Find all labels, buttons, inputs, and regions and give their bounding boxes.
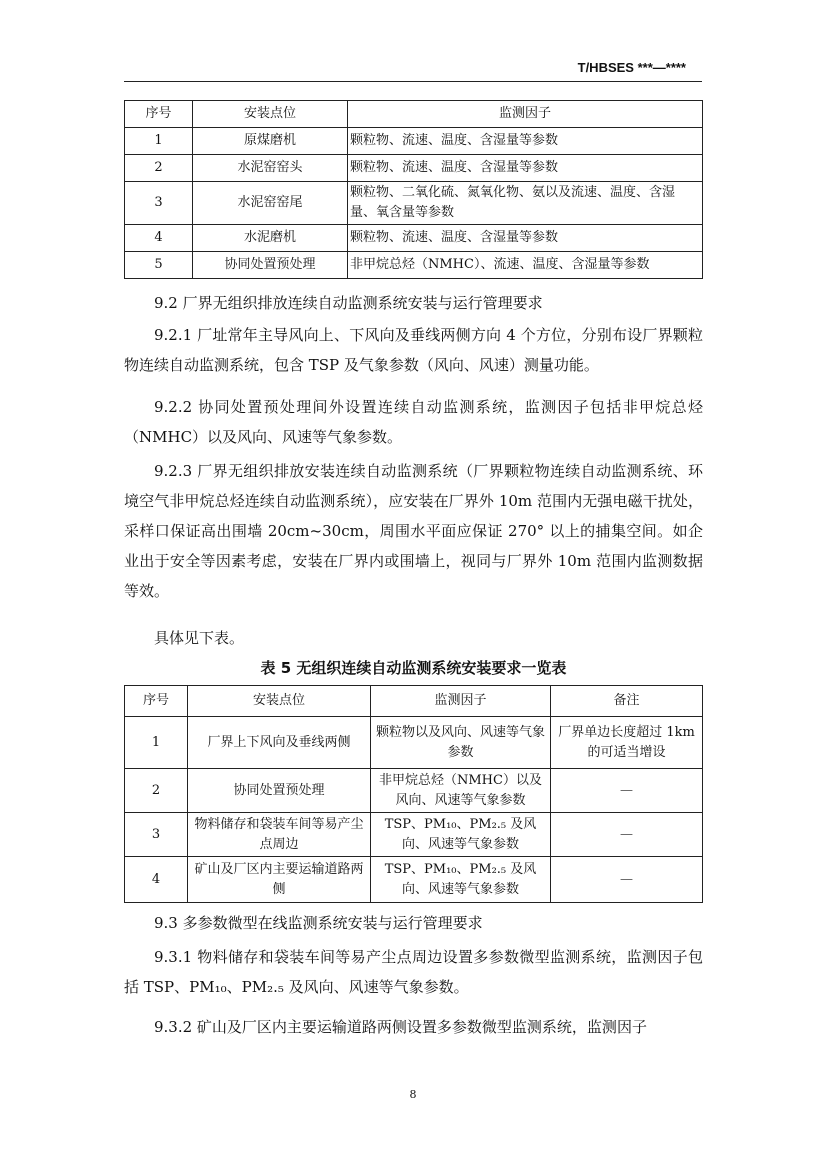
cell-remarks: — (551, 769, 703, 813)
cell-location: 原煤磨机 (193, 128, 348, 155)
col-header-index: 序号 (125, 101, 193, 128)
section-9-3-1: 9.3.1 物料储存和袋装车间等易产尘点周边设置多参数微型监测系统，监测因子包括 TSP、PM₁₀、PM₂.₅ 及风向、风速等气象参数。 (124, 948, 703, 996)
cell-factors: 颗粒物、流速、温度、含湿量等参数 (348, 225, 703, 252)
cell-factors: 颗粒物、二氧化硫、氮氧化物、氨以及流速、温度、含湿量、氧含量等参数 (348, 182, 703, 225)
table-5-caption: 表 5 无组织连续自动监测系统安装要求一览表 (260, 659, 567, 677)
cell-remarks: — (551, 857, 703, 903)
col-header-location: 安装点位 (188, 686, 371, 717)
table-header-row (125, 101, 703, 128)
cell-index: 4 (125, 225, 193, 252)
table-row (125, 769, 703, 813)
col-header-index: 序号 (125, 686, 188, 717)
cell-factors: TSP、PM₁₀、PM₂.₅ 及风向、风速等气象参数 (371, 813, 551, 857)
section-9-2-heading: 9.2 厂界无组织排放连续自动监测系统安装与运行管理要求 (154, 294, 543, 312)
col-header-location: 安装点位 (193, 101, 348, 128)
cell-index: 1 (125, 717, 188, 769)
section-9-2-3: 9.2.3 厂界无组织排放安装连续自动监测系统（厂界颗粒物连续自动监测系统、环境空气非甲烷总烃连续自动监测系统），应安装在厂界外 10m 范围内无强电磁干扰处，采样口保证高出围墙 20cm~30cm，周围水平面应保证 270° 以上的捕集空间。如企业出于安全等因素考虑，安装在厂界内或围墙上，视同与厂界外 10m 范围内监测数据等效。 (124, 462, 703, 600)
table-header-row (125, 686, 703, 717)
cell-location: 矿山及厂区内主要运输道路两侧 (188, 857, 371, 903)
cell-factors: 颗粒物以及风向、风速等气象参数 (371, 717, 551, 769)
header-rule (124, 81, 702, 82)
cell-location: 物料储存和袋装车间等易产尘点周边 (188, 813, 371, 857)
cell-location: 协同处置预处理 (188, 769, 371, 813)
col-header-remarks: 备注 (551, 686, 703, 717)
cell-factors: 非甲烷总烃（NMHC）以及风向、风速等气象参数 (371, 769, 551, 813)
cell-remarks: — (551, 813, 703, 857)
cell-factors: TSP、PM₁₀、PM₂.₅ 及风向、风速等气象参数 (371, 857, 551, 903)
cell-index: 2 (125, 769, 188, 813)
table-row (125, 717, 703, 769)
section-9-2-1: 9.2.1 厂址常年主导风向上、下风向及垂线两侧方向 4 个方位，分别布设厂界颗粒物连续自动监测系统，包含 TSP 及气象参数（风向、风速）测量功能。 (124, 326, 703, 374)
cell-index: 2 (125, 155, 193, 182)
cell-location: 水泥窑窑头 (193, 155, 348, 182)
cell-index: 3 (125, 813, 188, 857)
cell-index: 5 (125, 252, 193, 279)
section-9-3-heading: 9.3 多参数微型在线监测系统安装与运行管理要求 (154, 914, 483, 932)
cell-index: 3 (125, 182, 193, 225)
table-row (125, 857, 703, 903)
see-table-note: 具体见下表。 (154, 629, 245, 647)
table-row (125, 813, 703, 857)
cell-location: 水泥窑窑尾 (193, 182, 348, 225)
cell-location: 厂界上下风向及垂线两侧 (188, 717, 371, 769)
cell-location: 协同处置预处理 (193, 252, 348, 279)
table-row (125, 225, 703, 252)
cell-factors: 颗粒物、流速、温度、含湿量等参数 (348, 155, 703, 182)
section-9-3-2: 9.3.2 矿山及厂区内主要运输道路两侧设置多参数微型监测系统，监测因子 (154, 1018, 647, 1036)
section-9-2-2: 9.2.2 协同处置预处理间外设置连续自动监测系统，监测因子包括非甲烷总烃（NMHC）以及风向、风速等气象参数。 (124, 398, 703, 446)
col-header-factors: 监测因子 (371, 686, 551, 717)
document-code: T/HBSES ***—**** (577, 60, 686, 75)
monitoring-table-5 (124, 685, 703, 903)
cell-factors: 颗粒物、流速、温度、含湿量等参数 (348, 128, 703, 155)
table-row (125, 252, 703, 279)
table-row (125, 182, 703, 225)
table-row (125, 155, 703, 182)
cell-index: 1 (125, 128, 193, 155)
page-number: 8 (409, 1088, 417, 1101)
col-header-factors: 监测因子 (348, 101, 703, 128)
cell-location: 水泥磨机 (193, 225, 348, 252)
table-row (125, 128, 703, 155)
cell-factors: 非甲烷总烃（NMHC）、流速、温度、含湿量等参数 (348, 252, 703, 279)
cell-remarks: 厂界单边长度超过 1km 的可适当增设 (551, 717, 703, 769)
monitoring-table-4 (124, 100, 703, 279)
cell-index: 4 (125, 857, 188, 903)
